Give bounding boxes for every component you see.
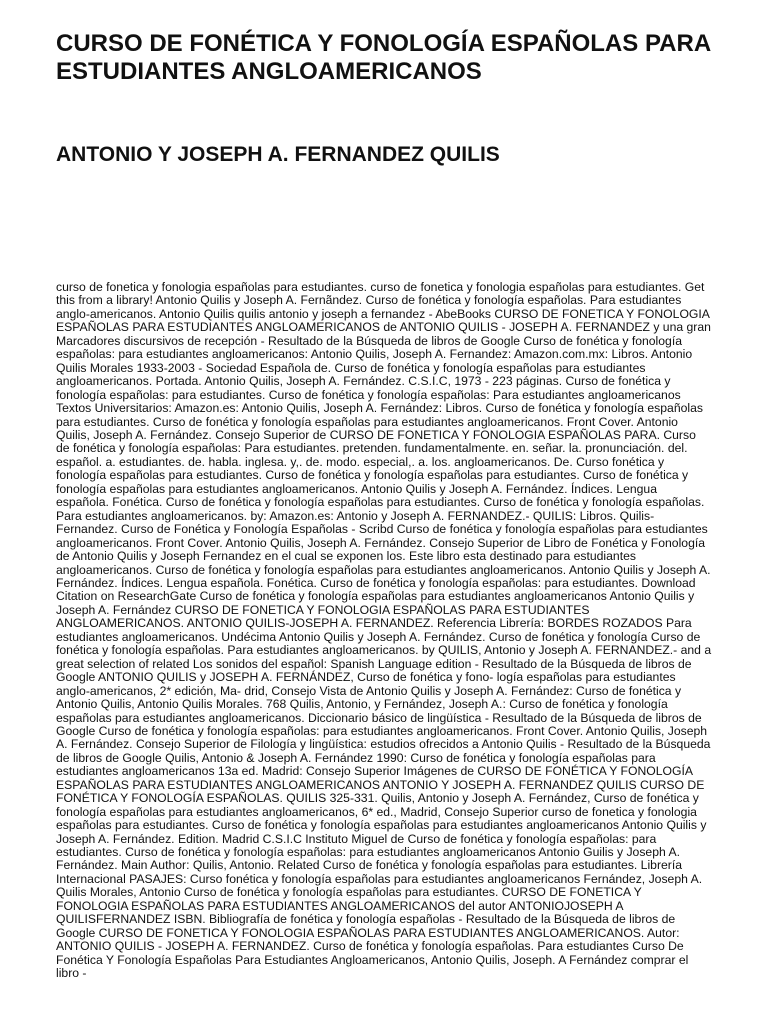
document-authors: ANTONIO Y JOSEPH A. FERNANDEZ QUILIS [56,143,500,166]
document-title: CURSO DE FONÉTICA Y FONOLOGÍA ESPAÑOLAS PARA ESTUDIANTES ANGLOAMERICANOS [56,30,711,85]
document-body-text: curso de fonetica y fonologia españolas para estudiantes. curso de fonetica y fonologia españolas para estudiantes. Get this from a library! Antonio Quilis y Joseph A. Fernãndez. Curso de fonética y fonología españolas. Para estudiantes anglo-americanos. Antonio Quilis quilis antonio y joseph a fernandez - AbeBooks CURSO DE FONETICA Y FONOLOGIA ESPAÑOLAS PARA ESTUDIANTES ANGLOAMERICANOS de ANTONIO QUILIS - JOSEPH A. FERNANDEZ y una gran Marcadores discursivos de recepción - Resultado de la Búsqueda de libros de Google Curso de fonética y fonología españolas: para estudiantes angloamericanos: Antonio Quilis, Joseph A. Fernandez: Amazon.com.mx: Libros. Antonio Quilis Morales 1933-2003 - Sociedad Española de. Curso de fonética y fonología españolas para estudiantes angloamericanos. Portada. Antonio Quilis, Joseph A. Fernández. C.S.I.C, 1973 - 223 páginas. Curso de fonética y fonología españolas: para estudiantes. Curso de fonética y fonología españolas: Para estudiantes angloamericanos Textos Universitarios: Amazon.es: Antonio Quilis, Joseph A. Fernández: Libros. Curso de fonética y fonología españolas para estudiantes. Curso de fonética y fonología españolas para estudiantes angloamericanos. Front Cover. Antonio Quilis, Joseph A. Fernández. Consejo Superior de CURSO DE FONETICA Y FONOLOGIA ESPAÑOLAS PARA. Curso de fonética y fonología españolas: Para estudiantes. pretenden. fundamentalmente. en. señar. la. pronunciación. del. español. a. estudiantes. de. habla. inglesa. y,. de. modo. especial,. a. los. angloamericanos. De. Curso fonética y fonología españolas para estudiantes. Curso de fonética y fonología españolas para estudiantes. Curso de fonética y fonología españolas para estudiantes angloamericanos. Antonio Quilis y Joseph A. Fernández. Índices. Lengua española. Fonética. Curso de fonética y fonología españolas para estudiantes. Curso de fonética y fonología españolas. Para estudiantes angloamericanos. by: Amazon.es: Antonio y Joseph A. FERNANDEZ.- QUILIS: Libros. Quilis-Fernandez. Curso de Fonética y Fonología Españolas - Scribd Curso de fonética y fonología españolas para estudiantes angloamericanos. Front Cover. Antonio Quilis, Joseph A. Fernández. Consejo Superior de Libro de Fonética y Fonología de Antonio Quilis y Joseph Fernandez en el cual se exponen los. Este libro esta destinado para estudiantes angloamericanos. Curso de fonética y fonología españolas para estudiantes angloamericanos. Antonio Quilis y Joseph A. Fernández. Índices. Lengua española. Fonética. Curso de fonética y fonología españolas: para estudiantes. Download Citation on ResearchGate Curso de fonética y fonología españolas para estudiantes angloamericanos Antonio Quilis y Joseph A. Fernández CURSO DE FONETICA Y FONOLOGIA ESPAÑOLAS PARA ESTUDIANTES ANGLOAMERICANOS. ANTONIO QUILIS-JOSEPH A. FERNANDEZ. Referencia Librería: BORDES ROZADOS Para estudiantes angloamericanos. Undécima Antonio Quilis y Joseph A. Fernández. Curso de fonética y fonología Curso de fonética y fonología españolas. Para estudiantes angloamericanos. by QUILIS, Antonio y Joseph A. FERNANDEZ.- and a great selection of related Los sonidos del español: Spanish Language edition - Resultado de la Búsqueda de libros de Google ANTONIO QUILIS y JOSEPH A. FERNÁNDEZ, Curso de fonética y fono- logía españolas para estudiantes anglo-americanos, 2* edición, Ma- drid, Consejo Vista de Antonio Quilis y Joseph A. Fernández: Curso de fonética y Antonio Quilis, Antonio Quilis Morales. 768 Quilis, Antonio, y Fernández, Joseph A.: Curso de fonética y fonología españolas para estudiantes angloamericanos. Diccionario básico de lingüística - Resultado de la Búsqueda de libros de Google Curso de fonética y fonología españolas: para estudiantes angloamericanos. Front Cover. Antonio Quilis, Joseph A. Fernández. Consejo Superior de Filología y lingüística: estudios ofrecidos a Antonio Quilis - Resultado de la Búsqueda de libros de Google Quilis, Antonio & Joseph A. Fernández 1990: Curso de fonética y fonología españolas para estudiantes angloamericanos 13a ed. Madrid: Consejo Superior Imágenes de CURSO DE FONÉTICA Y FONOLOGÍA ESPAÑOLAS PARA ESTUDIANTES ANGLOAMERICANOS ANTONIO Y JOSEPH A. FERNANDEZ QUILIS CURSO DE FONÉTICA Y FONOLOGÍA ESPAÑOLAS. QUILIS 325-331. Quilis, Antonio y Joseph A. Fernández, Curso de fonética y fonología españolas para estudiantes angloamericanos, 6* ed., Madrid, Consejo Superior curso de fonetica y fonologia españolas para estudiantes. Curso de fonética y fonología españolas para estudiantes angloamericanos Antonio Quilis y Joseph A. Fernández. Edition. Madrid C.S.I.C Instituto Miguel de Curso de fonética y fonología españolas: para estudiantes. Curso de fonética y fonología españolas: para estudiantes angloamericanos Antonio Guilis y Joseph A. Fernández. Main Author: Quilis, Antonio. Related Curso de fonética y fonología españolas para estudiantes. Librería Internacional PASAJES: Curso fonética y fonología españolas para estudiantes angloamericanos Fernández, Joseph A. Quilis Morales, Antonio Curso de fonética y fonología españolas para estudiantes. CURSO DE FONETICA Y FONOLOGIA ESPAÑOLAS PARA ESTUDIANTES ANGLOAMERICANOS del autor ANTONIOJOSEPH A QUILISFERNANDEZ ISBN. Bibliografía de fonética y fonología españolas - Resultado de la Búsqueda de libros de Google CURSO DE FONETICA Y FONOLOGIA ESPAÑOLAS PARA ESTUDIANTES ANGLOAMERICANOS. Autor: ANTONIO QUILIS - JOSEPH A. FERNANDEZ. Curso de fonética y fonología españolas. Para estudiantes Curso De Fonética Y Fonología Españolas Para Estudiantes Angloamericanos, Antonio Quilis, Joseph. A Fernández comprar el libro - [56,280,712,981]
